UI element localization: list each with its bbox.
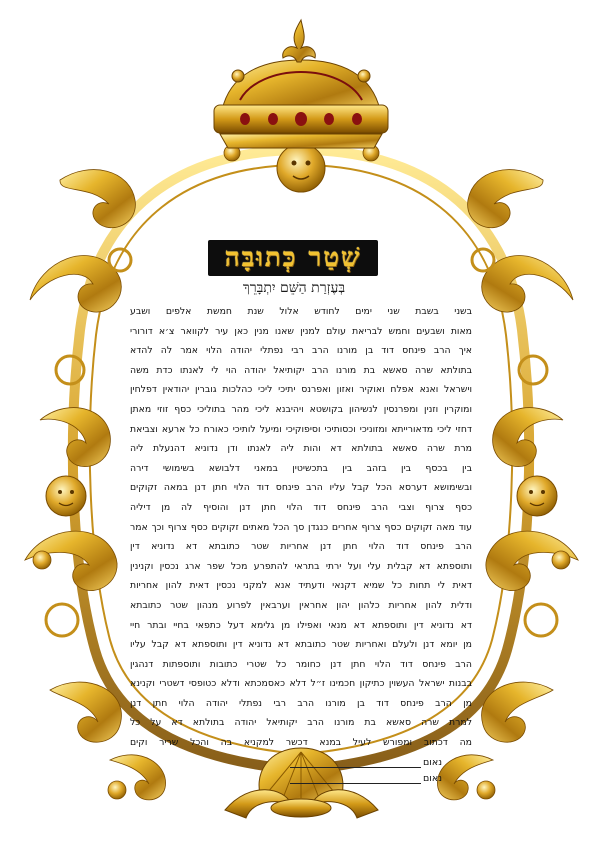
text-line: בשני בשבת שני ימים לחודש אלול שנת חמשת אלפים ושבע — [130, 306, 472, 317]
text-line: דאית לי תחות כל שמיא דקנאי ודעתיד אנא למקני נכסין דאית להון אחריות — [130, 580, 472, 592]
ketubah-title: שְׁטַר כְּתוּבָּה — [224, 243, 362, 273]
royal-crown-icon — [214, 20, 388, 148]
text-line: וישראל ואנא אפלח ואוקיר ואזון ואפרנס יתיכי ליכי כהלכות גוברין יהודאין דפלחין — [130, 384, 472, 396]
signature-line[interactable] — [290, 773, 421, 784]
text-line: ומוקרין וזנין ומפרנסין לנשיהון בקושטא ויהיבנא ליכי מהר בתוליכי כסף זוזי מאתן — [130, 403, 472, 415]
text-line: בתולתא שרה סאשא בת מורנו הרב יקותיאל יהודה הוי לי לאנתו כדת משה — [130, 364, 472, 376]
sun-face-medallion-icon — [277, 144, 325, 192]
text-line: ודלית להון אחריות כלהון יהון אחראין וערבאין לפרוע מנהון שטר כתובתא — [130, 599, 472, 611]
sun-face-medallion-right — [517, 476, 557, 516]
text-line: דא נדוניא דין ותוספתא דא מנאי ואפילו מן גלימא דעל כתפאי בחיי ובתר חיי — [130, 619, 472, 631]
text-line: מן יומא דנן ולעלם ואחריות שטר כתובתא דא נדוניא דין ותוספתא דא קבל עליו — [130, 639, 472, 651]
witness-signature-line-2[interactable] — [290, 770, 442, 784]
text-line: הרב פינחס דוד הלוי חתן דנן אחריות שטר כתובתא דא נדוניא דין — [130, 541, 472, 553]
text-line: מה דכתוב ומפורש לעיל במנא דכשר למקניא בה והכל שריר וקים — [130, 737, 472, 749]
text-line: כסף צרוף וצבי הרב פינחס דוד הלוי חתן דנן והוסיף לה מן דיליה — [130, 501, 472, 513]
text-line: עוד מאה זקוקים כסף צרוף אחרים כנגדן סך הכל מאתים זקוקים כסף צרוף וכך אמר — [130, 521, 472, 533]
text-line: בבנות ישראל העשוין כתיקון חכמינו ז״ל דלא כאסמכתא ודלא כטופסי דשטרי וקנינא — [130, 678, 472, 690]
witness-signature-line-1[interactable] — [290, 754, 442, 768]
signature-line[interactable] — [290, 757, 421, 768]
text-line: הרב פינחס דוד הלוי חתן דנן כחומר כל שטרי כתובות ותוספתות דנהגין — [130, 658, 472, 670]
text-line: בין בכסף בין בזהב בין בתכשיטין במאני דלבושא בשימושי דירה — [130, 462, 472, 474]
ketubah-text-body — [130, 302, 472, 753]
text-line: מרת שרה סאשא בתולתא דא והות ליה לאנתו ודן נדוניא דהנעלת ליה — [130, 443, 472, 455]
text-line: מאות ושבעים וחמש לבריאת עולם למנין שאנו מנין כאן עיר לקוואר צ׳א דורורי — [130, 325, 472, 337]
text-line: ותוספתא דא קבלית עלי ועל ירתי בתראי להתפרע מכל שפר ארג נכסין וקנינין — [130, 560, 472, 572]
witness-label: נאום — [422, 757, 442, 768]
ketubah-title-banner — [208, 240, 378, 276]
sun-face-medallion-left — [46, 476, 86, 516]
text-line: דחזי ליכי מדאורייתא ומזוניכי וכסותיכי וסיפוקיכי ומיעל לותיכי כאורח כל ארעא וצביאת — [130, 423, 472, 435]
blessing-subtitle: בְּעֶזְרַת הַשֵּׁם יִתְבָּרֵךְ — [242, 280, 346, 296]
text-line: מן הרב פינחס דוד בן מורנו הרב רבי נפתלי יהודה הלוי חתן דנן — [130, 697, 472, 709]
text-line: איך הרב פינחס דוד בן מורנו הרב רבי נפתלי יהודה הלוי אמר לה להדא — [130, 345, 472, 357]
text-line: למרת שרה סאשא בת מורנו הרב יקותיאל יהודה בתולתא דא על כל — [130, 717, 472, 729]
text-line: ובשימושא דערסא הכל קבל עליו הרב פינחס דוד הלוי חתן דנן במאה זקוקים — [130, 482, 472, 494]
witness-label: נאום — [422, 773, 442, 784]
